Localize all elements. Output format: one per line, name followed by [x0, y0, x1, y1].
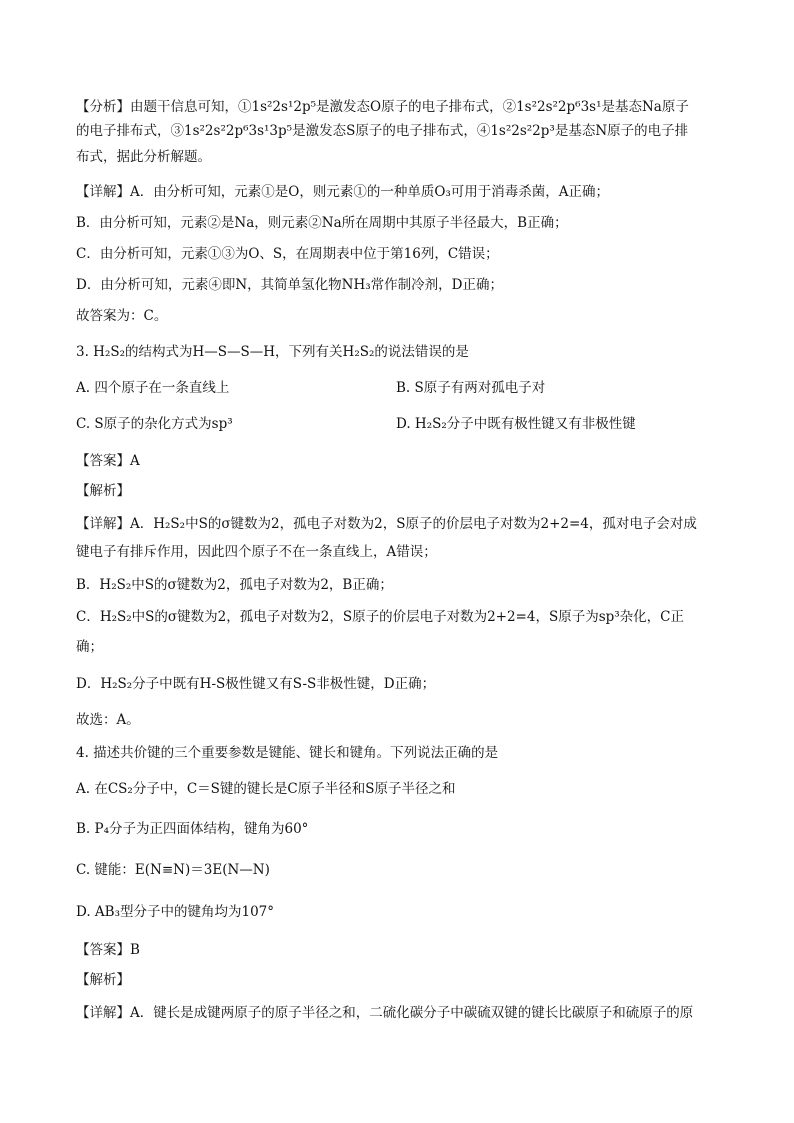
analysis-line-3: 布式，据此分析解题。: [76, 149, 211, 165]
question-3-option-a: A. 四个原子在一条直线上: [76, 380, 230, 396]
question-4-option-b: B. P₄分子为正四面体结构，键角为60°: [76, 821, 309, 837]
analysis-line-1: 【分析】由题干信息可知，①1s²2s¹2p⁵是激发态O原子的电子排布式，②1s²2s²2p⁶3s¹是基态Na原子: [76, 99, 689, 115]
question-4-option-d: D. AB₃型分子中的键角均为107°: [76, 904, 275, 920]
question-3-detail-a-1: 【详解】A．H₂S₂中S的σ键数为2，孤电子对数为2，S原子的价层电子对数为2+2=4，孤对电子会对成: [76, 516, 697, 532]
detail-a: 【详解】A．由分析可知，元素①是O，则元素①的一种单质O₃可用于消毒杀菌，A正确；: [76, 184, 610, 200]
question-4-option-a: A. 在CS₂分子中，C＝S键的键长是C原子半径和S原子半径之和: [76, 781, 456, 797]
question-3-option-b: B. S原子有两对孤电子对: [396, 380, 546, 396]
question-3-detail-a-2: 键电子有排斥作用，因此四个原子不在一条直线上，A错误；: [76, 544, 437, 560]
question-4-option-c: C. 键能：E(N≡N)＝3E(N—N): [76, 862, 270, 878]
conclusion-1: 故答案为：C。: [76, 308, 168, 324]
analysis-line-2: 的电子排布式，③1s²2s²2p⁶3s¹3p⁵是激发态S原子的电子排布式，④1s²2s²2p³是基态N原子的电子排: [76, 123, 689, 139]
question-3-option-d: D. H₂S₂分子中既有极性键又有非极性键: [396, 416, 636, 432]
question-4-analysis-label: 【解析】: [76, 972, 130, 988]
question-3-conclusion: 故选：A。: [76, 712, 140, 728]
question-3-detail-b: B．H₂S₂中S的σ键数为2，孤电子对数为2，B正确；: [76, 577, 393, 593]
question-3-answer: 【答案】A: [76, 453, 140, 469]
question-4-detail-a-1: 【详解】A．键长是成键两原子的原子半径之和，二硫化碳分子中碳硫双键的键长比碳原子和硫原子的原: [76, 1005, 694, 1021]
question-3-analysis-label: 【解析】: [76, 483, 130, 499]
question-3-stem: 3. H₂S₂的结构式为H—S—S—H，下列有关H₂S₂的说法错误的是: [76, 344, 469, 360]
detail-c: C．由分析可知，元素①③为O、S，在周期表中位于第16列，C错误；: [76, 246, 499, 262]
question-3-detail-d: D．H₂S₂分子中既有H-S极性键又有S-S非极性键，D正确；: [76, 676, 436, 692]
question-4-answer: 【答案】B: [76, 942, 140, 958]
question-4-stem: 4. 描述共价键的三个重要参数是键能、键长和键角。下列说法正确的是: [76, 745, 499, 761]
question-3-detail-c-2: 确；: [76, 639, 103, 655]
detail-d: D．由分析可知，元素④即N，其简单氢化物NH₃常作制冷剂，D正确；: [76, 277, 503, 293]
question-3-detail-c-1: C．H₂S₂中S的σ键数为2，孤电子对数为2，S原子的价层电子对数为2+2=4，S原子为sp³杂化，C正: [76, 609, 685, 625]
question-3-option-c: C. S原子的杂化方式为sp³: [76, 416, 233, 432]
detail-b: B．由分析可知，元素②是Na，则元素②Na所在周期中其原子半径最大，B正确；: [76, 215, 568, 231]
